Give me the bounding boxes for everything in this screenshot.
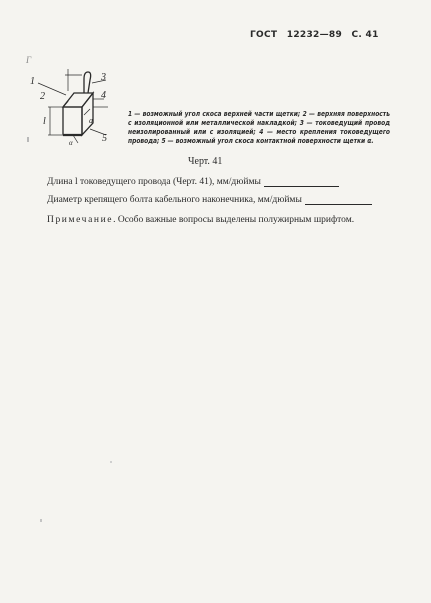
wire-length-label: Длина l токоведущего провода (Черт. 41), мм/дюймы bbox=[47, 177, 261, 187]
wire-length-field bbox=[47, 177, 339, 187]
label-5: 5 bbox=[102, 133, 107, 144]
standard-number: 12232—89 bbox=[286, 30, 343, 40]
label-1: 1 bbox=[30, 76, 35, 87]
scan-speck bbox=[27, 137, 29, 142]
bolt-diameter-label: Диаметр крепящего болта кабельного наконечника, мм/дюймы bbox=[47, 195, 302, 205]
bolt-diameter-field bbox=[47, 195, 372, 205]
label-4: 4 bbox=[101, 90, 106, 101]
dimension-lines bbox=[38, 69, 108, 143]
scan-speck bbox=[110, 461, 112, 463]
label-l: l bbox=[43, 116, 46, 127]
brush-body bbox=[63, 72, 93, 135]
standard-label: ГОСТ bbox=[250, 30, 278, 40]
note-heading: Примечание bbox=[47, 215, 114, 225]
page-number: С. 41 bbox=[351, 30, 379, 40]
label-2: 2 bbox=[40, 91, 45, 102]
figure-legend: 1 — возможный угол скоса верхней части щетки; 2 — верхняя поверхность с изоляционной или металлической накладкой; 3 — токоведущий провод неизолированный или с изоляцией; 4 — место крепления токоведущего провода; 5 — возможный угол скоса контактной поверхности щетки α. bbox=[128, 110, 390, 145]
wire-length-blank[interactable] bbox=[264, 178, 339, 187]
scan-speck bbox=[40, 519, 42, 522]
brush-figure bbox=[18, 55, 133, 155]
note-text: . Особо важные вопросы выделены полужирным шрифтом. bbox=[113, 215, 355, 225]
stray-mark: Г bbox=[26, 55, 32, 65]
label-3: 3 bbox=[101, 72, 106, 83]
label-a: a bbox=[89, 116, 93, 125]
note bbox=[47, 215, 392, 225]
figure-labels bbox=[25, 55, 107, 147]
label-alpha: α bbox=[69, 139, 73, 147]
bolt-diameter-blank[interactable] bbox=[305, 196, 372, 205]
figure-caption: Черт. 41 bbox=[188, 156, 223, 167]
page-header bbox=[250, 30, 400, 40]
